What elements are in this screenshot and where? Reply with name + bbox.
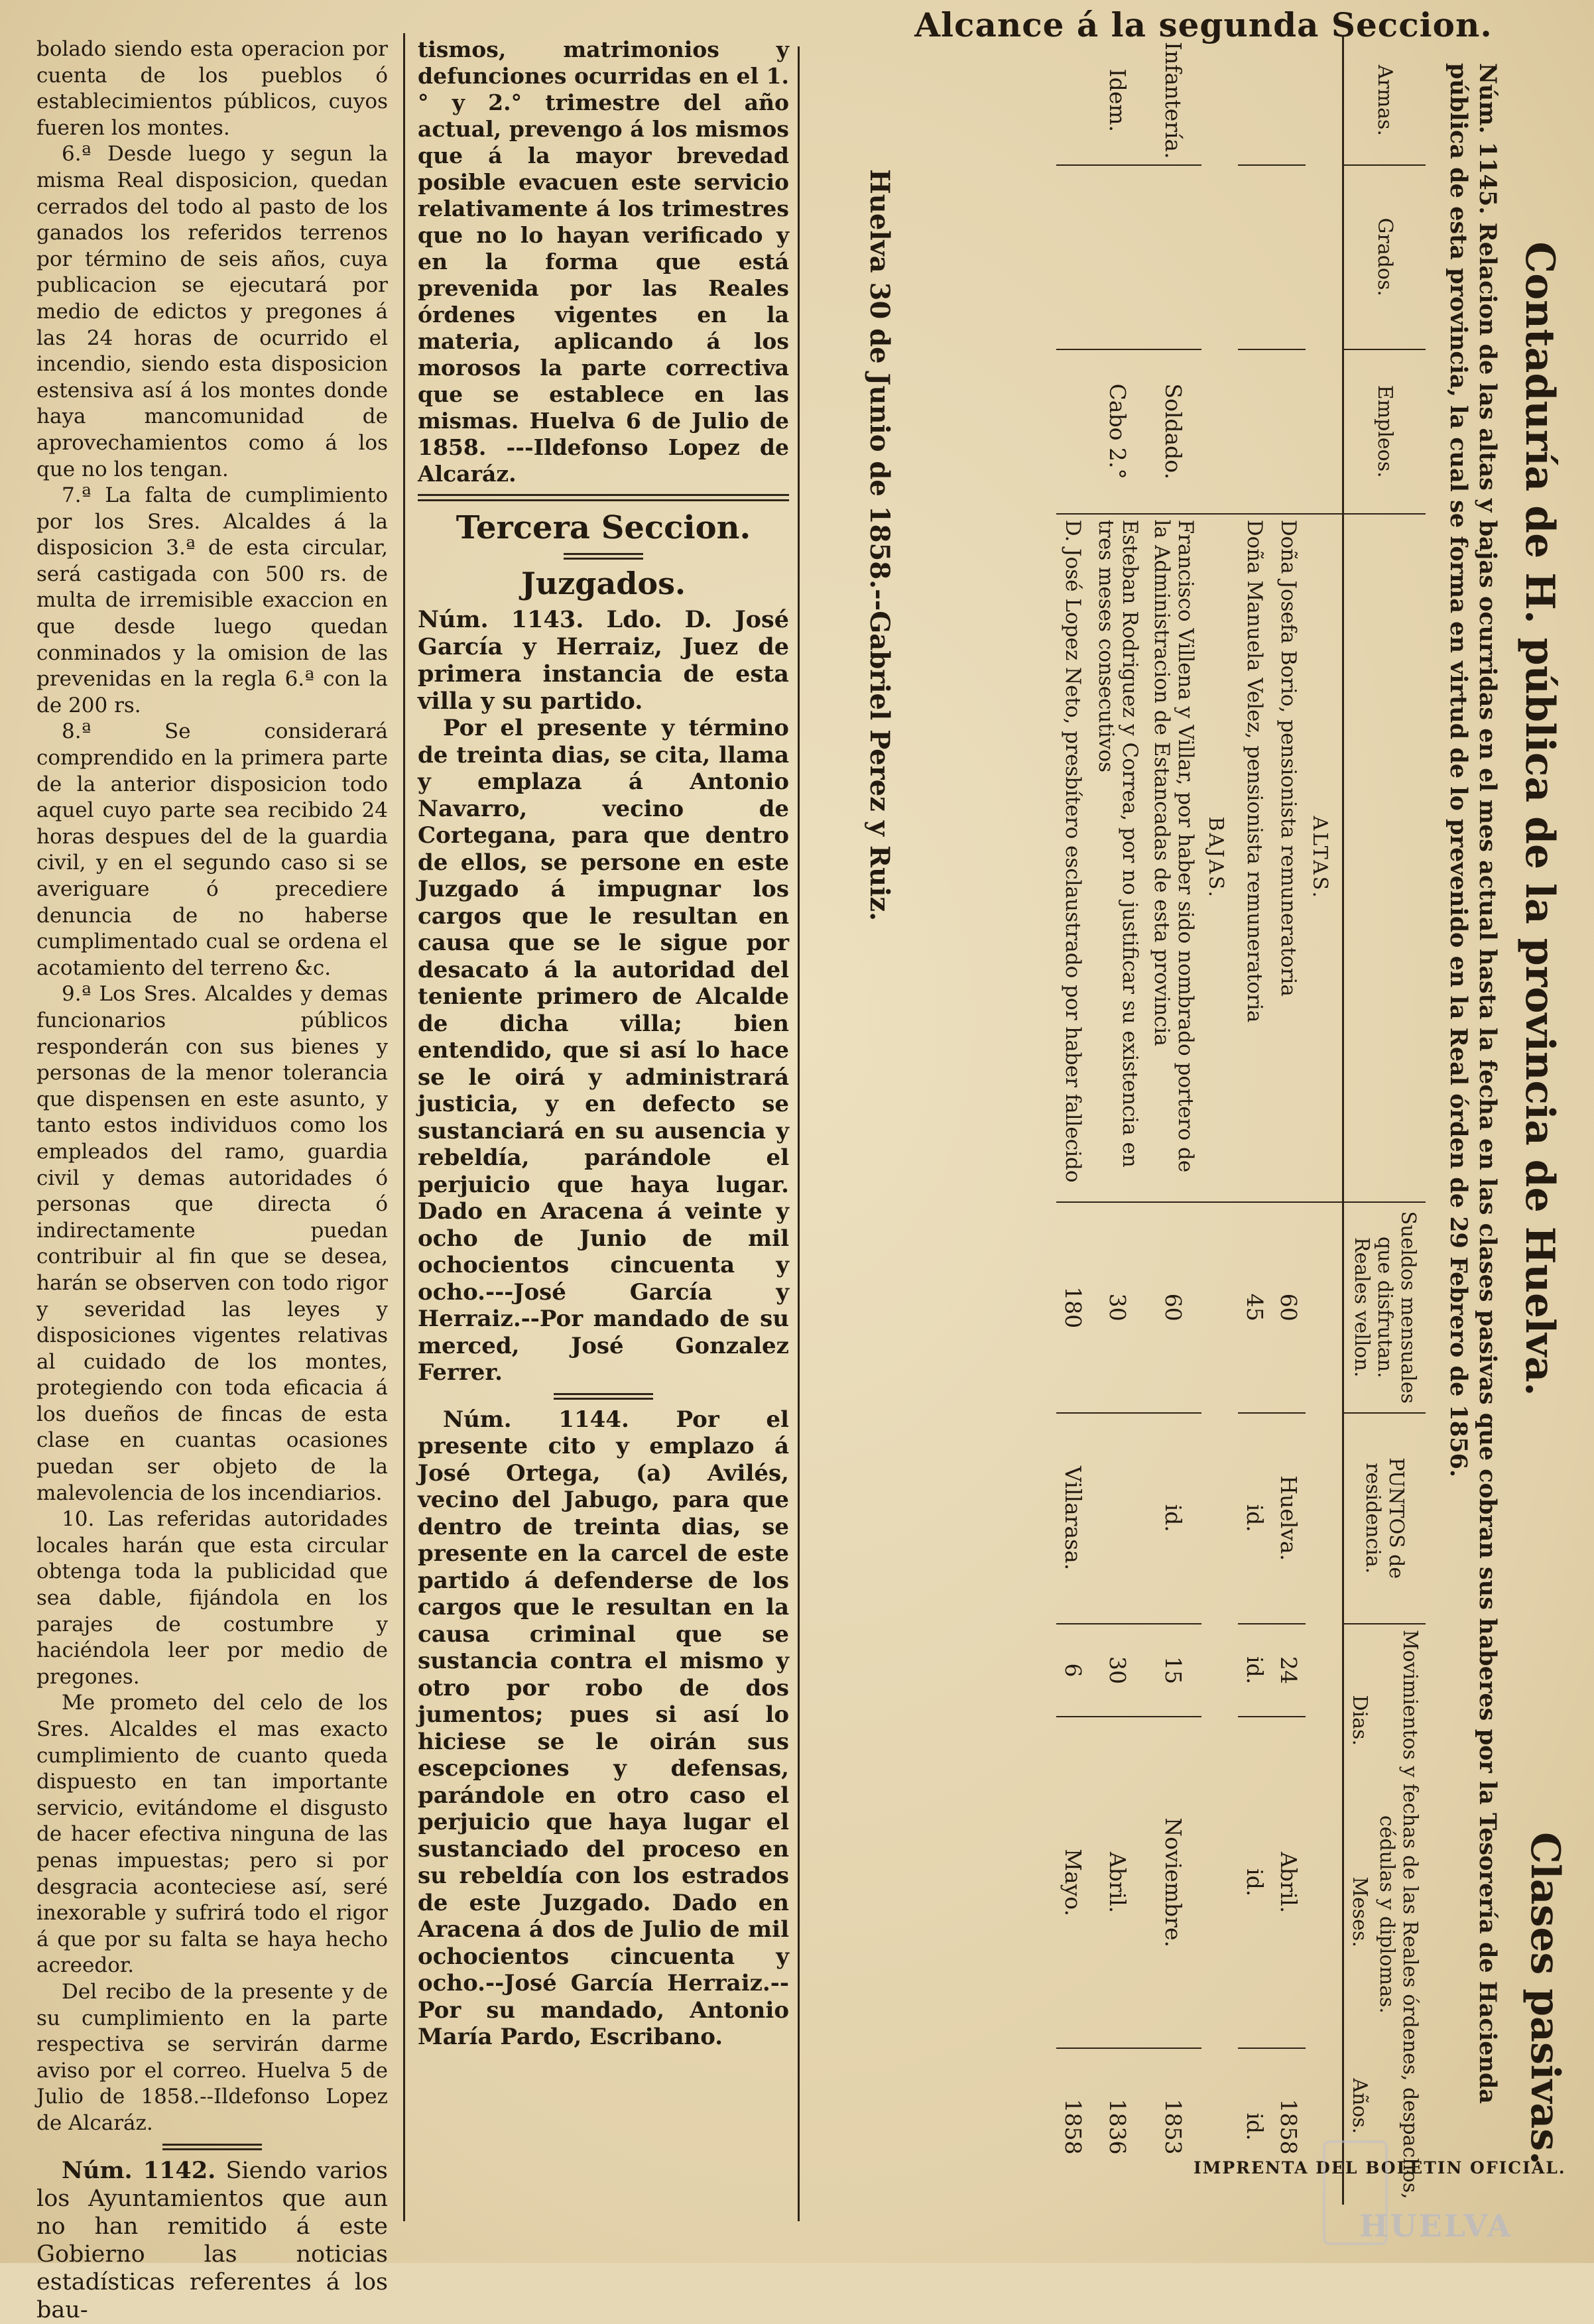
group-spacer [1306,1202,1343,2205]
cell-armas [1056,36,1090,165]
column-rule [403,33,405,2221]
paragraph: 7.ª La falta de cumplimiento por los Sres. Alcaldes á la disposicion 3.ª de esta circular, será castigada con 500 rs. de multa de irremisible exaccion en que desde luego quedan conminados y la omision de las prevenidas en la regla 6.ª con la de 200 rs. [36,483,388,717]
cell-punto: id. [1146,1413,1201,1624]
divider [554,1393,653,1400]
table-row [1272,36,1306,2205]
cell-sueldo: 30 [1090,1202,1146,1413]
header-meses: Meses. [1348,1876,1371,1947]
notice-text: Siendo varios los Ayuntamientos que aun no han remitido á este Gobierno las noticias estadísticas referentes á los bau- [36,2157,388,2323]
group-label: BAJAS. [1201,514,1238,1202]
cell-empleos: Soldado. [1146,349,1201,514]
subsection-title: Juzgados. [521,566,686,601]
cell-sueldo: 180 [1056,1202,1090,1413]
notice-1142 [36,2157,388,2324]
header-sueldos-label: Sueldos mensuales que disfrutan. [1373,1211,1420,1404]
relacion-intro [1443,63,1502,2171]
cell-grados [1272,165,1306,349]
cell-ano: 1858 [1272,2048,1306,2205]
notice-number: Núm. 1145. [1474,63,1501,215]
header-empleos: Empleos. [1343,349,1426,514]
rotated-section [806,36,1568,2205]
cell-mes: Abril. [1272,1717,1306,2048]
paragraph: bolado siendo esta operacion por cuenta de los pueblos ó establecimientos públicos, cuyos fueren los montes. [36,37,388,140]
header-sueldos [1343,1202,1426,1413]
cell-grados [1146,165,1201,349]
notice-number: Núm. 1143. [418,606,584,633]
cell-grados [1238,165,1272,349]
divider [162,2144,262,2150]
cell-empleos [1238,349,1272,514]
header-nombres [1343,514,1426,1202]
notice-1144 [418,1406,789,2051]
contaduria-title: Contaduría de H. pública de la provincia de Huelva. [1516,241,1563,1396]
cell-empleos [1272,349,1306,514]
cell-armas: Infantería. [1160,42,1187,159]
cell-name: Doña Manuela Velez, pensionista remuneratoria [1238,514,1272,1202]
clases-pasivas-title: Clases pasivas. [1522,1832,1568,2165]
header-movimientos [1343,1624,1426,2205]
header-anos: Años. [1348,2078,1371,2134]
header-dias: Dias. [1348,1695,1371,1746]
cell-name: Doña Josefa Borio, pensionista remuneratoria [1272,514,1306,1202]
cell-ano: 1853 [1146,2048,1201,2205]
paragraph: Del recibo de la presente y de su cumplimiento en la parte respectiva se servirán darme aviso por el correo. Huelva 5 de Julio de 1858.--Ildefonso Lopez de Alcaráz. [36,1979,388,2135]
cell-dia: 30 [1090,1624,1146,1717]
cell-empleos [1056,349,1090,514]
divider [564,553,643,560]
cell-mes: Abril. [1090,1717,1146,2048]
cell-dia: 24 [1272,1624,1306,1717]
intro-text: Relacion de las altas y bajas ocurridas en el mes actual hasta la fecha en las clases pasivas que cobran sus haberes por la Tesorería de Hacienda pública de esta provincia, la cual se forma en virtud de lo prevenido en la Real órden de 29 Febrero de 1856. [1445,63,1501,2104]
notice-number: Núm. 1144. [443,1406,629,1433]
cell-dia: 15 [1146,1624,1201,1717]
group-label: ALTAS. [1306,514,1343,1202]
paragraph: 9.ª Los Sres. Alcaldes y demas funcionarios públicos responderán con sus bienes y personas de la menor tolerancia que dispensen en este asunto, y tanto estos individuos como los empleados del ramo, guardia civil y demas autoridades ó personas que directa ó indirectamente puedan contribuir al fin que se desea, harán se observen con todo rigor y severidad las leyes y disposiciones vigentes relativas al cuidado de los montes, protegiendo con toda eficacia á los dueños de fincas de esta clase en cuantas ocasiones puedan ser objeto de la malevolencia de los incendiarios. [36,982,388,1505]
alcance-heading: Alcance á la segunda Seccion. [914,5,1493,44]
cell-mes: Noviembre. [1146,1717,1201,2048]
header-puntos: PUNTOS de residencia. [1343,1413,1426,1624]
paragraph: 10. Las referidas autoridades locales harán que esta circular obtenga toda la publicidad que sea dable, fijándola en los parajes de costumbre y haciéndola leer por medio de pregones. [36,1507,388,1689]
cell-armas [1238,36,1272,165]
group-header-row [1201,36,1238,2205]
table-header-row [1343,36,1426,2205]
table-row [1090,36,1146,2205]
cell-sueldo: 60 [1146,1202,1201,1413]
group-spacer [1201,1202,1238,2205]
cell-punto: Villarasa. [1056,1413,1090,1624]
paragraph: Me prometo del celo de los Sres. Alcaldes el mas exacto cumplimiento de cuanto queda dispuesto en tan importante servicio, evitándome el disgusto de hacer efectiva ninguna de las penas impuestas; pero si por desgracia aconteciese así, seré inexorable y sufrirá todo el rigor á que por su falta se haya hecho acreedor. [36,1691,388,1978]
group-spacer [1306,36,1343,514]
cell-punto: Huelva. [1272,1413,1306,1624]
clases-pasivas-table [1056,36,1426,2205]
table-body [1056,36,1343,2205]
cell-name: Esteban Rodriguez y Correa, por no justificar su existencia en tres meses consecutivos [1090,514,1146,1202]
cell-armas: Idem. [1105,68,1131,133]
section-divider [418,494,789,501]
paragraph: tismos, matrimonios y defunciones ocurridas en el 1.° y 2.° trimestre del año actual, prevengo á los mismos que á la mayor brevedad posible evacuen este servicio relativamente á los trimestres que no lo hayan verificado y en la forma que está prevenida por las Reales órdenes vigentes en la materia, aplicando á los morosos la parte correctiva que se establece en las mismas. Huelva 6 de Julio de 1858. ---Ildefonso Lopez de Alcaráz. [418,36,789,487]
header-reales: Reales vellon. [1350,1237,1373,1378]
header-armas: Armas. [1343,36,1426,165]
cell-sueldo: 45 [1238,1202,1272,1413]
header-date-parts [1348,1630,1371,2199]
cell-punto [1090,1413,1146,1624]
rotated-content [806,36,1568,2205]
cell-punto: id. [1238,1413,1272,1624]
header-grados: Grados. [1343,165,1426,349]
cell-dia: id. [1238,1624,1272,1717]
column-middle [418,36,789,2051]
notice-number: Núm. 1142. [62,2156,216,2184]
cell-grados [1090,165,1146,349]
cell-ano: id. [1238,2048,1272,2205]
column-left [36,36,388,2324]
section-title: Tercera Seccion. [456,509,751,546]
notice-text: Por el presente y término de treinta dias, se cita, llama y emplaza á Antonio Navarro, vecino de Cortegana, para que dentro de ellos, se persone en este Juzgado á impugnar los cargos que le resultan en causa que se le sigue por desacato á la autoridad del teniente primero de Alcalde de dicha villa; bien entendido, que si así lo hace se le oirá y administrará justicia, y en defecto se sustanciará en su ausencia y rebeldía, parándole el perjuicio que haya lugar. Dado en Aracena á veinte y ocho de Junio de mil ochocientos cincuenta y ocho.---José García y Herraiz.--Por mandado de su merced, José Gonzalez Ferrer. [418,715,789,1386]
cell-name: D. José Lopez Neto, presbítero esclaustrado por haber fallecido [1056,514,1090,1202]
paragraph: 8.ª Se considerará comprendido en la primera parte de la anterior disposicion todo aquel cuyo parte sea recibido 24 horas despues del de la guardia civil, y en el segundo caso si se averiguare ó precediere denuncia de no haberse cumplimentado cual se ordena el acotamiento del terreno &c. [36,719,388,980]
cell-name: Francisco Villena y Villar, por haber sido nombrado portero de la Administracion de Estancadas de esta provincia [1146,514,1201,1202]
cell-empleos: Cabo 2.° [1090,349,1146,514]
table-row [1146,36,1201,2205]
header-movimientos-label: Movimientos y fechas de las Reales órdenes, despachos, cédulas y diplomas. [1375,1630,1422,2199]
notice-1143-head [418,606,789,715]
cell-dia: 6 [1056,1624,1090,1717]
archive-stamp: HUELVA [1359,2208,1513,2244]
signature: Huelva 30 de Junio de 1858.--Gabriel Perez y Ruiz. [864,169,895,922]
column-rule [798,46,800,2221]
group-spacer [1201,36,1238,514]
cell-sueldo: 60 [1272,1202,1306,1413]
cell-mes: id. [1238,1717,1272,2048]
cell-armas [1272,36,1306,165]
printer-imprint: IMPRENTA DEL BOLETIN OFICIAL. [1194,2158,1566,2177]
cell-mes: Mayo. [1056,1717,1090,2048]
cell-grados [1056,165,1090,349]
table-row [1238,36,1272,2205]
notice-text: Por el presente cito y emplazo á José Ortega, (a) Avilés, vecino del Jabugo, para que dentro de treinta dias, se presente en la carcel de este partido á defenderse de los cargos que le resultan en la causa criminal que se sustancia contra el mismo y otro por robo de dos jumentos; pues si así lo hiciese se le oirán sus escepciones y defensas, parándole en otro caso el perjuicio que haya lugar el sustanciado del proceso en su rebeldía con los estrados de este Juzgado. Dado en Aracena á dos de Julio de mil ochocientos cincuenta y ocho.--José García Herraiz.--Por su mandado, Antonio María Pardo, Escribano. [418,1406,789,2050]
table-row [1056,36,1090,2205]
cell-ano: 1858 [1056,2048,1090,2205]
group-header-row [1306,36,1343,2205]
paragraph: 6.ª Desde luego y segun la misma Real disposicion, quedan cerrados del todo al pasto de los ganados los referidos terrenos por término de seis años, cuya publicacion se ejecutará por medio de edictos y pregones á las 24 horas de ocurrido el incendio, siendo esta disposicion estensiva así á los montes donde haya mancomunidad de aprovechamientos como á los que no los tengan. [36,142,388,481]
cell-ano: 1836 [1090,2048,1146,2205]
notice-heading: Ldo. D. José García y Herraiz, Juez de primera instancia de esta villa y su partido. [418,606,789,715]
